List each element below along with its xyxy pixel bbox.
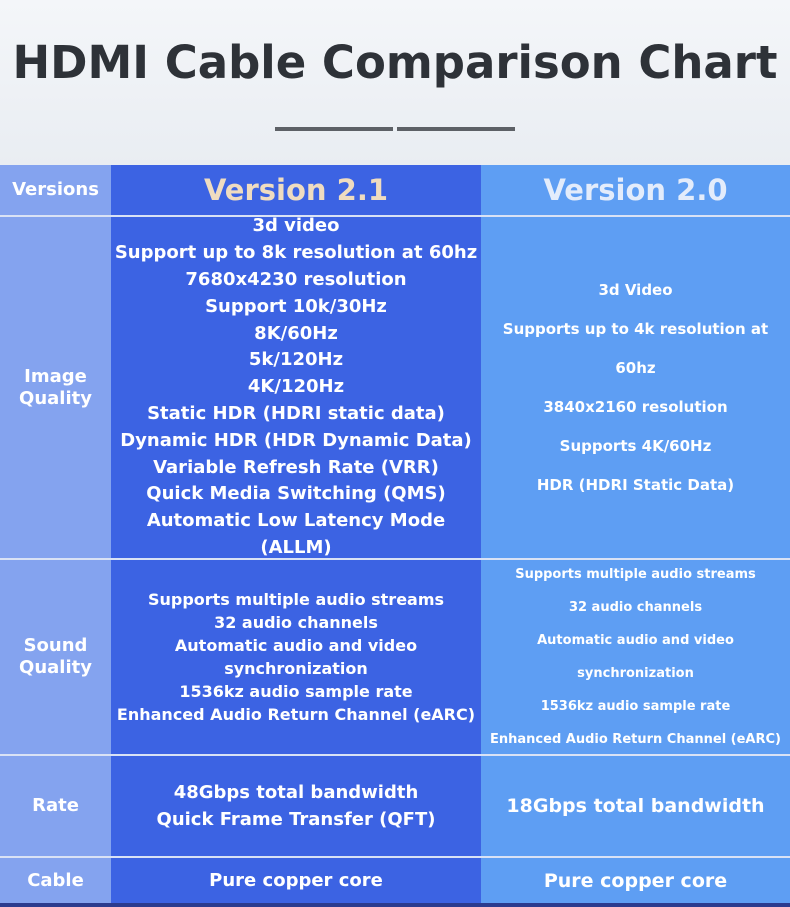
list-item: 48Gbps total bandwidth [173,782,419,803]
cable-v20: Pure copper core [481,858,790,903]
list-item: 4K/120Hz [247,376,345,398]
title-underline-left [275,127,393,131]
list-item: 8K/60Hz [254,322,338,344]
list-item: 32 audio channels [568,600,703,615]
list-item: Support up to 8k resolution at 60hz [114,242,478,264]
sound-quality-label-line1: Sound [23,635,88,656]
list-item: 3d Video [598,280,673,299]
list-item: Dynamic HDR (HDR Dynamic Data) [120,429,472,451]
image-quality-label [0,217,111,558]
list-item: 32 audio channels [214,613,378,632]
page-title: HDMI Cable Comparison Chart [12,36,778,89]
cable-row [0,858,790,903]
list-item: Supports up to 4k resolution at 60hz [502,319,769,377]
sound-quality-label [0,560,111,754]
image-quality-row [0,217,790,558]
sound-quality-v20 [481,560,790,754]
table-header-row [0,165,790,215]
list-item: Enhanced Audio Return Channel (eARC) [490,732,781,747]
version-2-1-heading: Version 2.1 [111,165,481,215]
list-item: HDR (HDRI Static Data) [536,475,735,494]
list-item: Automatic audio and video synchronization [174,636,418,678]
title-underline-right [397,127,515,131]
list-item: Supports multiple audio streams [515,567,756,582]
image-quality-label-line2: Quality [19,387,92,409]
rate-label: Rate [0,756,111,856]
rate-v20: 18Gbps total bandwidth [481,756,790,856]
list-item: 3d video [252,215,340,237]
sound-quality-v21 [111,560,481,754]
list-item: Static HDR (HDRI static data) [147,402,445,424]
list-item: Support 10k/30Hz [205,295,387,317]
header-area [0,0,790,165]
rate-v21 [111,756,481,856]
list-item: Enhanced Audio Return Channel (eARC) [116,705,476,724]
versions-label: Versions [0,165,111,215]
list-item: 3840x2160 resolution [543,397,728,416]
list-item: 7680x4230 resolution [185,268,407,290]
list-item: Automatic audio and video synchronization [537,633,734,681]
list-item: 1536kz audio sample rate [179,682,413,701]
version-2-0-heading: Version 2.0 [481,165,790,215]
list-item: 1536kz audio sample rate [540,699,731,714]
rate-row [0,756,790,856]
image-quality-v20 [481,217,790,558]
bottom-border [0,903,790,907]
list-item: Variable Refresh Rate (VRR) [153,456,439,478]
cable-v21: Pure copper core [111,858,481,903]
comparison-table [0,165,790,907]
sound-quality-label-line2: Quality [19,657,92,678]
list-item: Automatic Low Latency Mode (ALLM) [146,510,446,558]
list-item: Supports 4K/60Hz [559,436,712,455]
list-item: Quick Media Switching (QMS) [146,483,446,505]
cable-label: Cable [0,858,111,903]
image-quality-v21 [111,217,481,558]
sound-quality-row [0,560,790,754]
list-item: Quick Frame Transfer (QFT) [156,809,436,830]
list-item: 5k/120Hz [248,349,344,371]
image-quality-label-line1: Image [24,365,87,387]
list-item: Supports multiple audio streams [147,590,445,609]
